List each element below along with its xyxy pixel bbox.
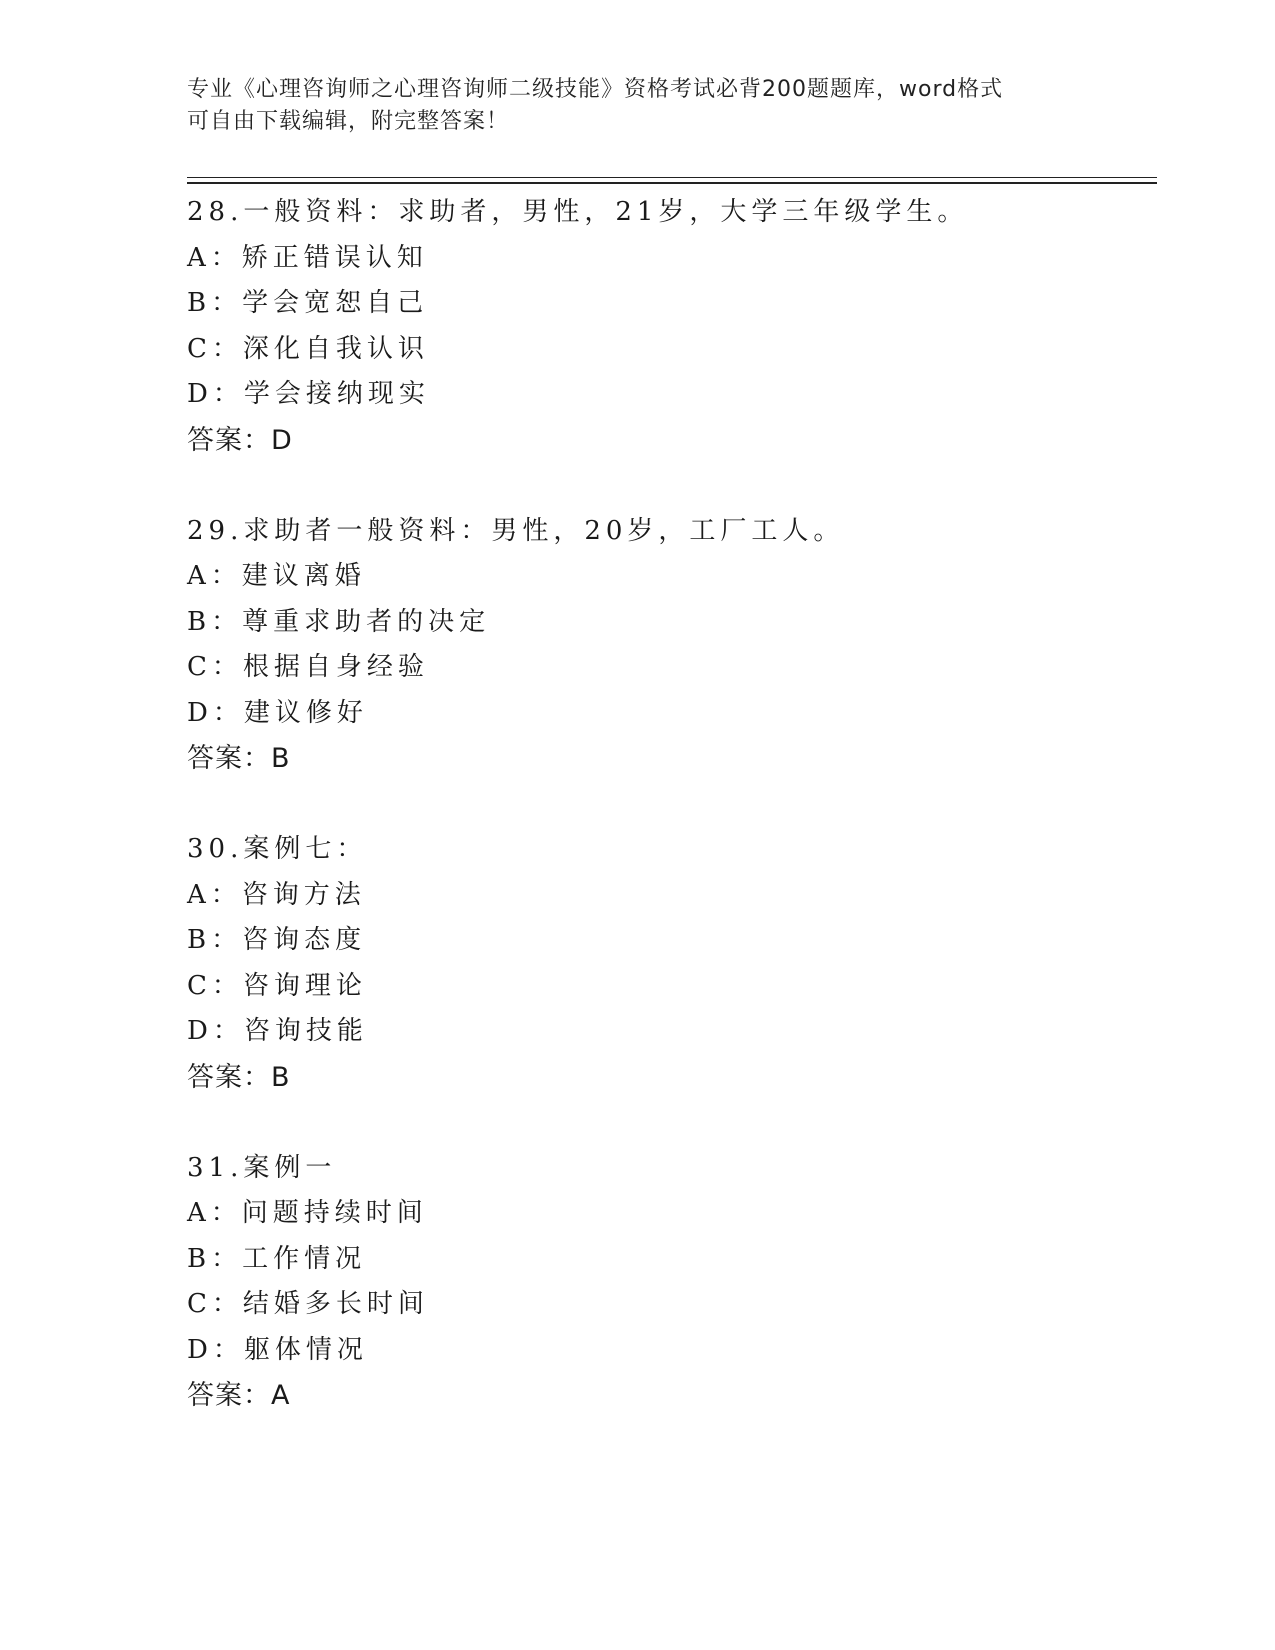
header-line-1: 专业《心理咨询师之心理咨询师二级技能》资格考试必背200题题库，word格式 [187,77,1004,102]
option-a: A：问题持续时间 [187,1198,428,1228]
question-30 [187,827,1167,1101]
answer: 答案：B [187,1061,291,1093]
answer: 答案：B [187,743,291,774]
option-c: C：根据自身经验 [187,652,429,682]
answer: 答案：A [187,1380,291,1411]
question-list [187,190,1167,1464]
option-d: D：咨询技能 [187,1016,368,1046]
question-stem: 31.案例一 [187,1152,337,1183]
question-stem: 28.一般资料：求助者，男性，21岁，大学三年级学生。 [187,197,969,227]
question-31 [187,1146,1167,1420]
option-c: C：咨询理论 [187,970,367,1001]
question-28 [187,190,1167,464]
option-d: D：建议修好 [187,697,368,728]
option-a: A：咨询方法 [187,879,366,910]
header-divider-thick [187,182,1157,184]
option-a: A：建议离婚 [187,561,366,591]
option-a: A：矫正错误认知 [187,242,428,273]
option-c: C：结婚多长时间 [187,1289,429,1319]
header-line-2: 可自由下载编辑，附完整答案！ [187,109,510,134]
question-stem: 29.求助者一般资料：男性，20岁，工厂工人。 [187,515,845,546]
answer: 答案：D [187,424,293,456]
question-stem: 30.案例七： [187,834,368,864]
option-b: B：咨询态度 [187,925,367,955]
option-b: B：工作情况 [187,1243,367,1274]
question-29 [187,509,1167,783]
option-d: D：躯体情况 [187,1334,368,1365]
option-d: D：学会接纳现实 [187,379,430,409]
document-header [187,74,1087,138]
option-b: B：学会宽恕自己 [187,288,429,318]
option-c: C：深化自我认识 [187,333,429,364]
header-divider-thin [187,177,1157,178]
option-b: B：尊重求助者的决定 [187,606,491,637]
